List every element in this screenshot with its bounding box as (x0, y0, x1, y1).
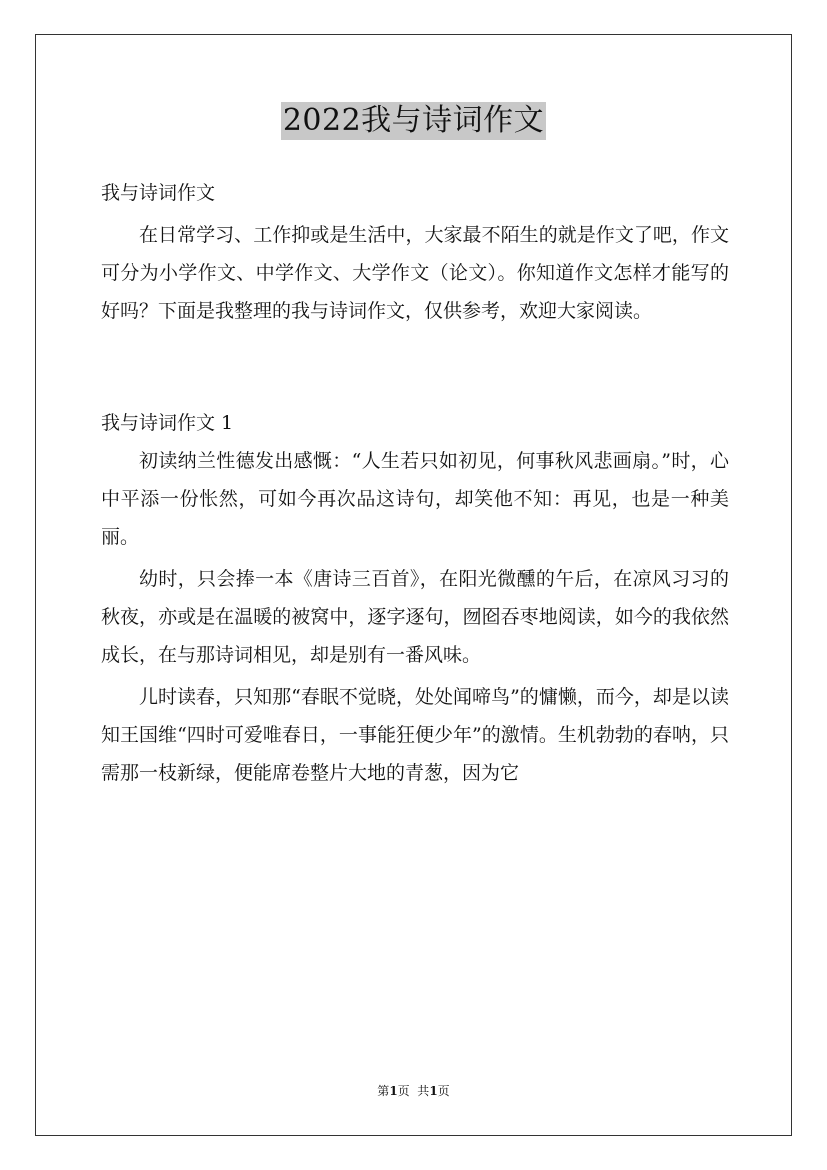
paragraph-essay-1-2: 幼时，只会捧一本《唐诗三百首》，在阳光微醺的午后，在凉风习习的秋夜，亦或是在温暖的被窝中，逐字逐句，囫囵吞枣地阅读，如今的我依然成长，在与那诗词相见，却是别有一番风味。 (101, 568, 729, 666)
section-heading-intro: 我与诗词作文 (101, 182, 216, 204)
paragraph-intro: 在日常学习、工作抑或是生活中，大家最不陌生的就是作文了吧，作文可分为小学作文、中学作文、大学作文（论文）。你知道作文怎样才能写的好吗？下面是我整理的我与诗词作文，仅供参考，欢迎大家阅读。 (101, 224, 729, 322)
document-body (101, 174, 729, 792)
footer-page-number: 1 (389, 1084, 398, 1098)
footer-total-pages: 1 (429, 1084, 438, 1098)
page-footer (0, 1083, 827, 1099)
document-title: 2022我与诗词作文 (282, 103, 545, 138)
paragraph-essay-1-1: 初读纳兰性德发出感慨：“人生若只如初见，何事秋风悲画扇。”时，心中平添一份怅然，可如今再次品这诗句，却笑他不知：再见，也是一种美丽。 (101, 450, 729, 548)
footer-prefix: 第 (377, 1084, 390, 1098)
title-container (0, 102, 827, 140)
section-heading-essay-1: 我与诗词作文 1 (101, 412, 234, 434)
paragraph-essay-1-3: 儿时读春，只知那“春眠不觉晓，处处闻啼鸟”的慵懒，而今，却是以读知王国维“四时可爱唯春日，一事能狂便少年”的激情。生机勃勃的春呐，只需那一枝新绿，便能席卷整片大地的青葱，因为它 (101, 686, 729, 784)
footer-middle: 页 共 (397, 1084, 430, 1098)
footer-suffix: 页 (437, 1084, 450, 1098)
